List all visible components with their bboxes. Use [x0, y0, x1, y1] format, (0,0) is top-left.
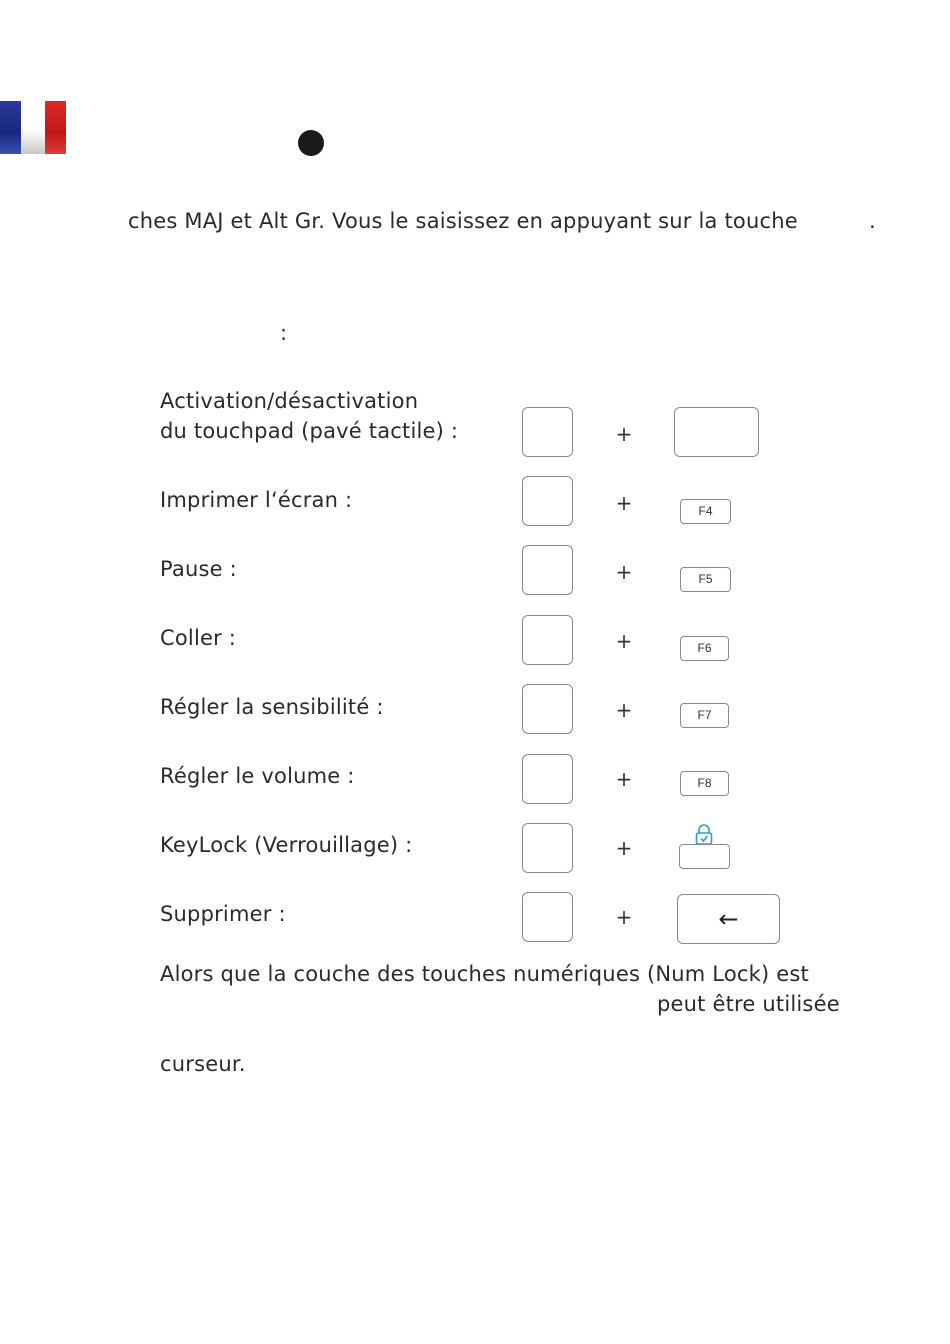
touchpad-key[interactable]	[674, 407, 759, 457]
french-flag-icon	[0, 101, 66, 154]
fn-key[interactable]	[522, 545, 573, 595]
shortcut-label-paste: Coller :	[160, 626, 237, 650]
shortcut-label-sensitivity: Régler la sensibilité :	[160, 695, 384, 719]
bullet-dot-icon	[298, 130, 324, 156]
fn-key[interactable]	[522, 615, 573, 665]
plus-sign: +	[615, 905, 633, 929]
shortcut-label-touchpad: Activation/désactivation	[160, 389, 419, 413]
footer-line-2: peut être utilisée	[657, 992, 840, 1016]
fn-key[interactable]	[522, 407, 573, 457]
keylock-key[interactable]	[679, 844, 730, 869]
backspace-key[interactable]: ←	[677, 894, 780, 944]
plus-sign: +	[615, 767, 633, 791]
f6-key[interactable]: F6	[680, 636, 729, 661]
shortcut-label-pause: Pause :	[160, 557, 237, 581]
shortcut-label-delete: Supprimer :	[160, 902, 286, 926]
fn-key[interactable]	[522, 892, 573, 942]
shortcut-label-keylock: KeyLock (Verrouillage) :	[160, 833, 413, 857]
f8-key[interactable]: F8	[680, 771, 729, 796]
f5-key[interactable]: F5	[680, 567, 731, 592]
plus-sign: +	[615, 422, 633, 446]
plus-sign: +	[615, 629, 633, 653]
intro-colon: :	[280, 321, 288, 345]
fn-key[interactable]	[522, 754, 573, 804]
f4-key[interactable]: F4	[680, 499, 731, 524]
footer-line-3: curseur.	[160, 1052, 246, 1076]
plus-sign: +	[615, 836, 633, 860]
plus-sign: +	[615, 560, 633, 584]
fn-key[interactable]	[522, 823, 573, 873]
fn-key[interactable]	[522, 476, 573, 526]
shortcut-label-print: Imprimer l‘écran :	[160, 488, 353, 512]
footer-line-1: Alors que la couche des touches numériques (Num Lock) est	[160, 962, 809, 986]
intro-period: .	[869, 209, 876, 233]
plus-sign: +	[615, 698, 633, 722]
fn-key[interactable]	[522, 684, 573, 734]
plus-sign: +	[615, 491, 633, 515]
intro-line: ches MAJ et Alt Gr. Vous le saisissez en appuyant sur la touche	[128, 209, 798, 233]
shortcut-label-touchpad-2: du touchpad (pavé tactile) :	[160, 419, 459, 443]
lock-icon	[694, 824, 714, 846]
f7-key[interactable]: F7	[680, 703, 729, 728]
shortcut-label-volume: Régler le volume :	[160, 764, 355, 788]
